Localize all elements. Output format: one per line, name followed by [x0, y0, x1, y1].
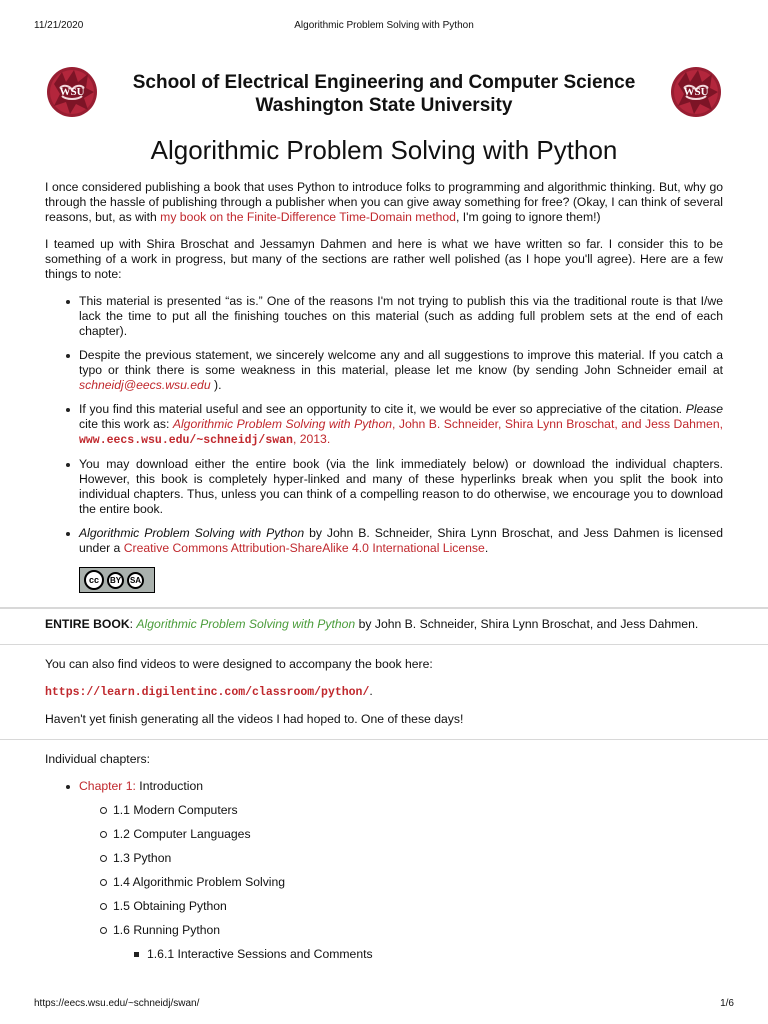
school-line-1: School of Electrical Engineering and Computer Science: [132, 72, 636, 93]
chapter-1-link[interactable]: Chapter 1:: [79, 779, 136, 793]
note-text: .: [484, 541, 489, 555]
note-citation: [79, 402, 723, 448]
videos-url-line: [45, 684, 723, 700]
note-download: You may download either the entire book (via the link immediately below) or download the individual chapters. However, this book is completely hyper-linked and many of these hyperlinks break when you split the book into individual chapters. Thus, unless you can think of a compelling reason to do otherwise, we encourage you to download the entire book.: [79, 457, 723, 516]
section-item: 1.5 Obtaining Python: [113, 899, 723, 914]
email-link[interactable]: schneidj@eecs.wsu.edu: [79, 378, 211, 392]
section-item: 1.4 Algorithmic Problem Solving: [113, 875, 723, 890]
note-suggestions: [79, 348, 723, 393]
citation-year: , 2013.: [292, 432, 331, 446]
videos-link[interactable]: https://learn.digilentinc.com/classroom/python/: [45, 686, 370, 699]
sa-icon: SA: [127, 572, 144, 589]
page-title: Algorithmic Problem Solving with Python: [150, 135, 618, 165]
note-text: ).: [210, 378, 222, 392]
intro-text: , I'm going to ignore them!): [455, 210, 601, 224]
citation-title: Algorithmic Problem Solving with Python: [172, 417, 393, 431]
svg-text:WSU: WSU: [683, 86, 709, 98]
please-emphasis: Please: [685, 402, 723, 416]
divider: [0, 739, 768, 740]
videos-note: Haven't yet finish generating all the videos I had hoped to. One of these days!: [45, 712, 464, 726]
note-text: cite this work as:: [79, 417, 173, 431]
print-date: 11/21/2020: [34, 20, 84, 31]
section-item: [113, 923, 723, 962]
license-book-title: Algorithmic Problem Solving with Python: [79, 526, 305, 540]
videos-period: .: [369, 684, 373, 698]
sections-list: [79, 803, 723, 962]
citation-url: www.eecs.wsu.edu/~schneidj/swan: [79, 434, 293, 447]
videos-text: You can also find videos to were designed to accompany the book here:: [45, 657, 433, 671]
section-label: 1.6 Running Python: [113, 923, 221, 937]
notes-list: [45, 294, 723, 556]
cc-license-link[interactable]: Creative Commons Attribution-ShareAlike 4.0 International License: [123, 541, 485, 555]
divider: [0, 607, 768, 609]
chapters-heading: Individual chapters:: [45, 752, 151, 766]
note-as-is: This material is presented “as is.” One of the reasons I'm not trying to publish this via the traditional route is that I/we lack the time to put all the finishing touches on this material (such as adding full problem sets at the end of each chapter).: [79, 294, 723, 338]
intro-paragraph-2: I teamed up with Shira Broschat and Jessamyn Dahmen and here is what we have written so far. I consider this to be something of a work in progress, but many of the sections are rather well polished (as I hope you'll agree). Here are a few things to note:: [45, 237, 723, 281]
note-text: If you find this material useful and see an opportunity to cite it, we would be ever so appreciative of the citation.: [79, 402, 686, 416]
wsu-cougar-logo-icon: [44, 62, 100, 120]
print-footer: [34, 996, 734, 1010]
note-license: [79, 526, 723, 556]
entire-book-colon: :: [129, 617, 137, 631]
by-icon: BY: [107, 572, 124, 589]
chapter-title: Introduction: [135, 779, 203, 793]
cc-icon: cc: [84, 570, 104, 590]
print-url: https://eecs.wsu.edu/~schneidj/swan/: [34, 998, 200, 1009]
chapter-item: [79, 779, 723, 962]
intro-text: I once considered publishing a book that uses Python to introduce folks to programming and algorithmic thinking. But, why go through the hassle of publishing through a publisher when you can give away something for free? (Okay, I can think of several reasons, but, as with: [45, 180, 723, 224]
entire-book-link[interactable]: Algorithmic Problem Solving with Python: [136, 617, 356, 631]
citation-authors: , John B. Schneider, Shira Lynn Broschat, and Jess Dahmen,: [392, 417, 724, 431]
school-line-2: Washington State University: [255, 95, 513, 116]
entire-book-label: ENTIRE BOOK: [45, 617, 130, 631]
main-content: [45, 180, 723, 971]
note-text: Despite the previous statement, we sincerely welcome any and all suggestions to improve this material. If you catch a typo or think there is some weakness in this material, please let me know (by sending John Schneider email at: [79, 348, 723, 377]
print-header: [34, 18, 734, 32]
school-name: [100, 71, 668, 117]
divider: [0, 644, 768, 645]
section-item: 1.1 Modern Computers: [113, 803, 723, 818]
subsection-item: 1.6.1 Interactive Sessions and Comments: [147, 947, 723, 962]
note-text: by John B. Schneider, Shira Lynn Broschat, and Jess Dahmen is licensed under a: [79, 526, 723, 555]
wsu-cougar-logo-icon: [668, 62, 724, 120]
fdtd-book-link[interactable]: my book on the Finite-Difference Time-Domain method: [160, 210, 456, 224]
page-number: 1/6: [720, 998, 734, 1009]
svg-text:WSU: WSU: [59, 86, 85, 98]
section-item: 1.2 Computer Languages: [113, 827, 723, 842]
entire-book-authors: by John B. Schneider, Shira Lynn Broschat, and Jess Dahmen.: [355, 617, 699, 631]
chapters-list: [45, 779, 723, 962]
intro-paragraph-1: [45, 180, 723, 225]
print-title: Algorithmic Problem Solving with Python: [294, 20, 474, 31]
entire-book-line: [45, 617, 723, 632]
cc-license-badge[interactable]: [79, 567, 155, 593]
subsections-list: [113, 947, 723, 962]
section-item: 1.3 Python: [113, 851, 723, 866]
